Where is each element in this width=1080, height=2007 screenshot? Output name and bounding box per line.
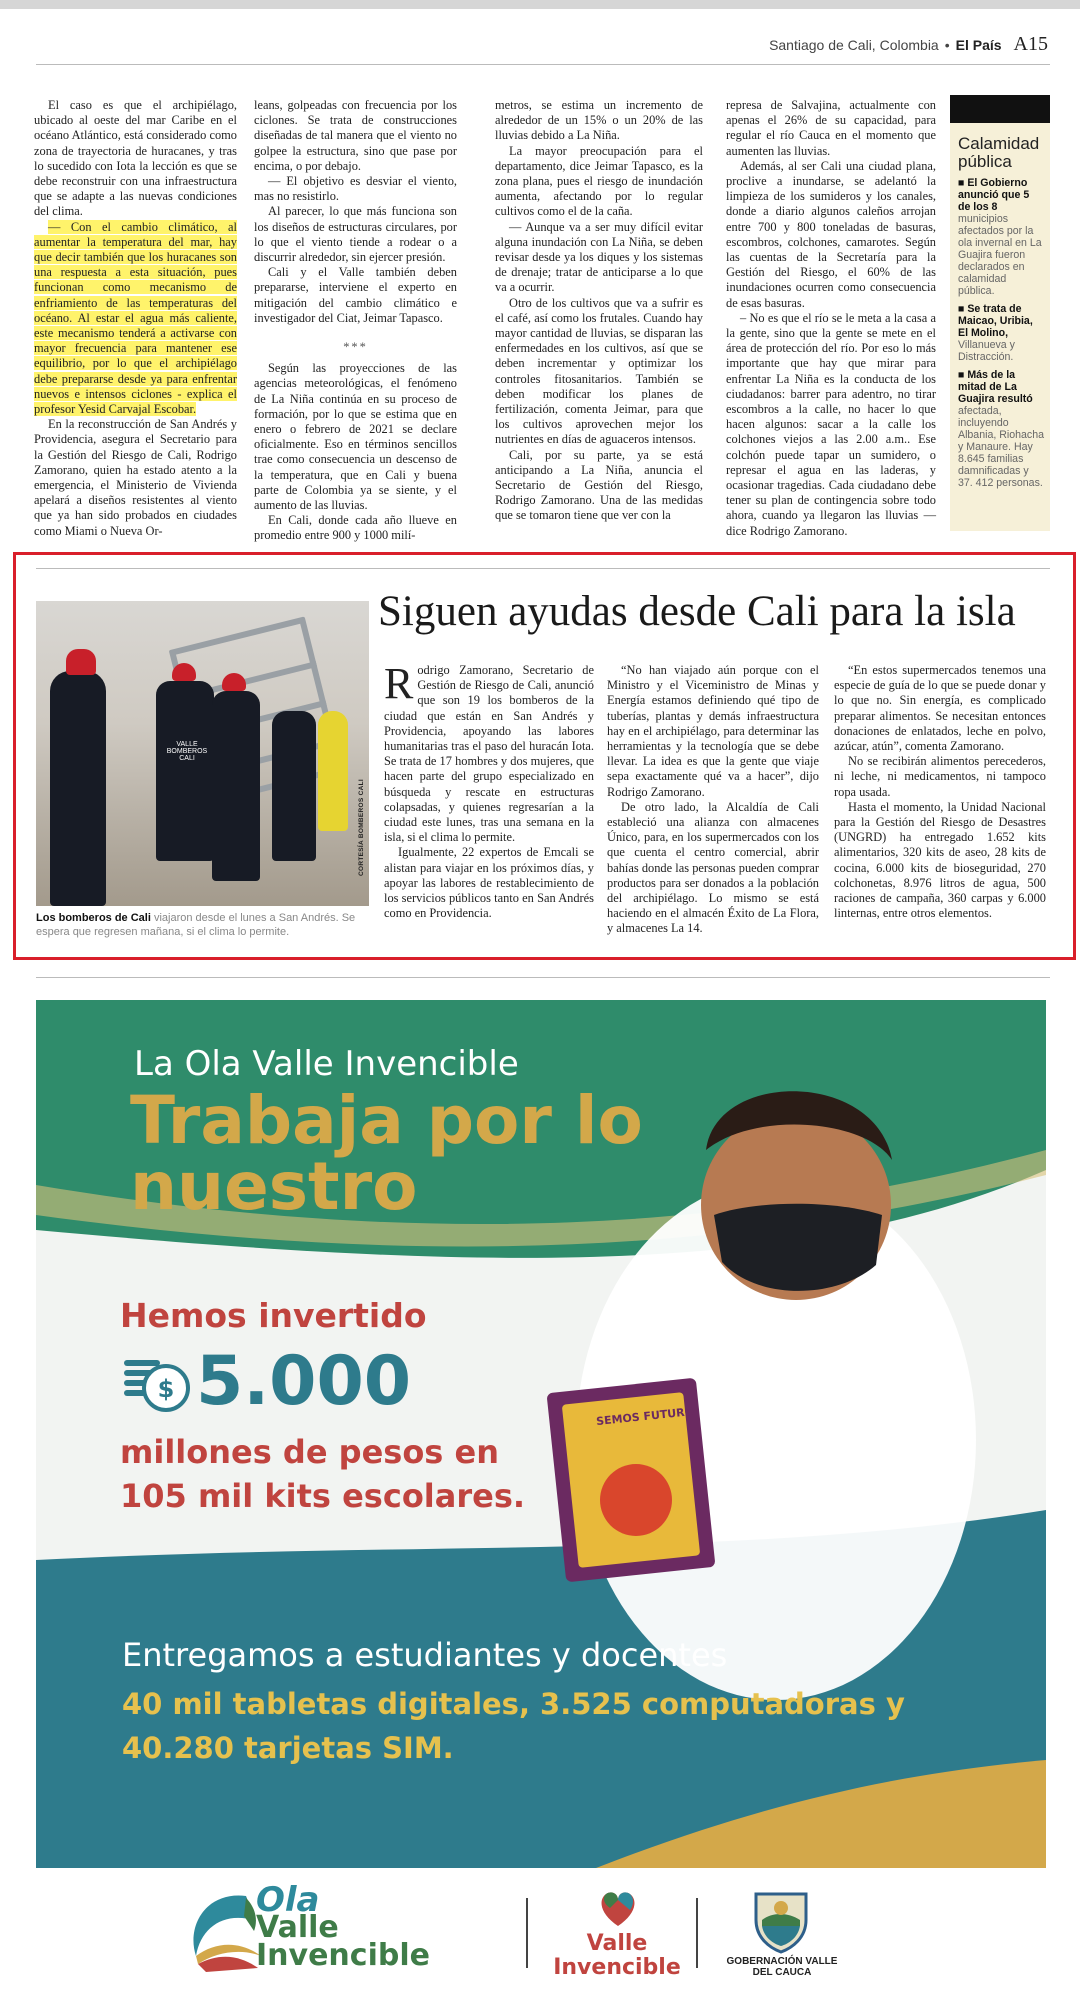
feature-headline: Siguen ayudas desde Cali para la isla — [378, 588, 1016, 635]
feature-column-2 — [607, 663, 819, 937]
ad-rule — [36, 977, 1050, 978]
photo-caption — [36, 911, 376, 939]
sidebar-item-bold: ■ Más de la mitad de La Guajira resultó — [958, 369, 1033, 405]
caption-text: viajaron desde el lunes a San Andrés. Se espera que regresen mañana, si el clima lo permite. — [36, 912, 356, 938]
paragraph: leans, golpeadas con frecuencia por los ciclones. Se trata de construcciones diseñadas de tal manera que el viento no golpee la estructura, sino que pase por encima, o por debajo. — [254, 98, 457, 173]
ad-deliver-label: Entregamos a estudiantes y docentes — [122, 1636, 728, 1674]
valle-invencible-logo: Valle Invencible — [553, 1931, 681, 1980]
sidebar-title: Calamidad pública — [958, 134, 1040, 171]
paragraph: Cali y el Valle también deben prepararse, interviene el experto en mitigación del cambio climático e investigador del Ciat, Jeimar Tapasco. — [254, 265, 457, 325]
drop-cap: R — [384, 659, 414, 708]
paragraph — [384, 659, 594, 845]
firefighter-figure — [50, 671, 106, 906]
book-title: SEMOS FUTURO — [595, 1404, 695, 1429]
page-header — [769, 33, 1048, 56]
highlighted-text: — Con el cambio climático, al aumentar la temperatura del mar, hay que decir también que los huracanes son una respuesta a esta situación, pues funcionan como mecanismo de enfriamiento de las temperaturas del océano. Al estar el agua más caliente, este mecanismo tenderá a activarse con mayor frecuencia para mantener ese equilibrio, por lo que el archipiélago debe prepararse desde ya para enfrentar nuevos e intensos ciclones - explica el profesor Yesid Carvajal Escobar. — [34, 219, 237, 417]
paragraph: represa de Salvajina, actualmente con apenas el 26% de su capacidad, para regular el río Cauca en el momento que aumenten las lluvias. — [726, 98, 936, 158]
ad-invest-label: Hemos invertido — [120, 1296, 427, 1335]
invencible-text: Invencible — [256, 1938, 430, 1973]
sidebar-item-text: municipios afectados por la ola invernal en La Guajira fueron declarados en calamidad pública. — [958, 213, 1042, 297]
logo-divider — [696, 1898, 698, 1968]
valle-text: Valle — [256, 1910, 339, 1945]
sidebar-item — [958, 177, 1044, 297]
article-column-1 — [34, 98, 237, 539]
paragraph: metros, se estima un incremento de alrededor de un 15% o un 20% de las lluvias debido a La Niña. — [495, 98, 703, 143]
sidebar-bar — [950, 95, 1050, 123]
paragraph: Además, al ser Cali una ciudad plana, proclive a inundarse, se adelantó la limpieza de los sumideros y los canales, donde a diario algunos caleños arrojan entre 700 y 800 toneladas de basuras, escombros, colchones, camarotes. Según las cuentas de la Secretaría para la Gestión del Riesgo, el 60% de las inundaciones ocurren como consecuencia de esas basuras. — [726, 158, 936, 310]
vest-text: VALLE BOMBEROS CALI — [166, 741, 208, 762]
sidebar-list — [950, 177, 1050, 489]
heart-logo-icon — [596, 1886, 640, 1930]
caption-bold: Los bomberos de Cali — [36, 912, 151, 924]
ola-valle-logo — [256, 1880, 430, 1973]
article-column-2 — [254, 98, 457, 544]
feature-column-1 — [384, 659, 594, 921]
paragraph: En la reconstrucción de San Andrés y Providencia, asegura el Secretario para la Gestión del Riesgo de Cali, Rodrigo Zamorano, quien ha estado atento a la emergencia, el Ministerio de Vivienda apelará a diseños resistentes al viento que ya han sido probados en ciudades como Miami o Nueva Or- — [34, 417, 237, 538]
sidebar-item-text: afectada, incluyendo Albania, Riohacha y Manaure. Hay 8.645 familias damnificadas y 37. 412 personas. — [958, 405, 1044, 489]
paragraph — [34, 220, 237, 418]
ad-slogan-line2: Trabaja por lo nuestro — [130, 1082, 643, 1225]
header-brand: El País — [955, 37, 1002, 53]
paragraph: Otro de los cultivos que va a sufrir es el café, así como los frutales. Cuando hay mayor cantidad de lluvias, se disparan las enfermedades en los cultivos, así que se deben incrementar y optimizar los controles fitosanitarios. También se deben modificar los planes de fertilización, comenta Jeimar, para que los cultivos aprovechen mejor los nutrientes en días de aguaceros intensos. — [495, 295, 703, 447]
advertisement — [36, 1000, 1046, 1868]
coat-of-arms-icon — [748, 1886, 814, 1954]
header-location: Santiago de Cali, Colombia — [769, 37, 939, 53]
safety-vest-figure — [318, 711, 348, 831]
paragraph: El caso es que el archipiélago, ubicado al oeste del mar Caribe en el océano Atlántico, está considerado como zona de trayectoria de huracanes, y tras lo sucedido con Iota la lección es que se debe reconstruir con una infraestructura que se adapte a las nuevas condiciones del clima. — [34, 98, 237, 219]
svg-text:$: $ — [157, 1375, 175, 1403]
sidebar-item — [958, 369, 1044, 489]
section-separator: *** — [343, 340, 368, 355]
paragraph: En Cali, donde cada año llueve en promedio entre 900 y 1000 milí- — [254, 513, 457, 543]
paragraph: — Aunque va a ser muy difícil evitar alguna inundación con La Niña, se deben revisar desde ya los diques y los sistemas de drenaje; tratar de anticiparse a lo que va a ocurrir. — [495, 219, 703, 295]
sidebar-item-text: Villanueva y Distracción. — [958, 339, 1015, 363]
highlighted-article — [13, 552, 1076, 960]
helmet-shape — [172, 663, 196, 681]
paragraph: – No es que el río se le meta a la casa a la gente, sino que la gente se mete en el área de protección del río. Por eso lo más importante que hay que mirar para enfrentar La Niña es la conducta de los ciudadanos: barrer para adentro, no tirar escombros a la calle, no hacer lo que hacen algunos: sacar a la calle los colchones viejos a las 2.00 a.m.. Ese colchón puede tapar un sumidero, o represar el agua en las laderas, y ocasionar tragedias. Cada ciudadano debe tener su plan de contingencia sobre todo ahora, cuando ya llegaron las lluvias — dice Rodrigo Zamorano. — [726, 310, 936, 538]
ad-amount: 5.000 — [196, 1342, 412, 1421]
sidebar-item-bold: ■ El Gobierno anunció que 5 de los 8 — [958, 177, 1030, 213]
helmet-shape — [222, 673, 246, 691]
ad-deliver-detail: 40 mil tabletas digitales, 3.525 computadoras y 40.280 tarjetas SIM. — [122, 1687, 905, 1765]
paragraph: Igualmente, 22 expertos de Emcali se alistan para viajar en los próximos días, y apoyar las labores de restablecimiento de los servicios públicos tanto en San Andrés como en Providencia. — [384, 845, 594, 921]
gobernacion-logo-text: GOBERNACIÓN VALLE DEL CAUCA — [726, 1956, 838, 1978]
ola-logo-icon — [186, 1886, 266, 1976]
header-rule — [36, 64, 1050, 65]
firefighters-photo — [36, 601, 369, 906]
page-number: A15 — [1013, 33, 1048, 55]
ad-slogan-line1: La Ola Valle Invencible — [134, 1044, 519, 1084]
firefighter-figure — [272, 711, 316, 861]
feature-column-3 — [834, 663, 1046, 921]
ad-footer-logos — [36, 1868, 1046, 1993]
paragraph-text: odrigo Zamorano, Secretario de Gestión de Riesgo de Cali, anunció que son 19 los bomberos de la ciudad que están en San Andrés y Providencia, apoyando las labores humanitarias tras el paso del huracán Iota. Se trata de 17 hombres y dos mujeres, que hacen parte del grupo especializado en búsqueda y rescate en estructuras colapsadas, y quienes regresarían a la ciudad este lunes, tras una semana en la isla, si el clima lo permite. — [384, 663, 594, 845]
paragraph: — El objetivo es desviar el viento, mas no resistirlo. — [254, 174, 457, 204]
firefighter-figure — [212, 691, 260, 881]
paragraph: De otro lado, la Alcaldía de Cali estableció una alianza con almacenes Único, para, en los supermercados con los que cuenta el centro comercial, abrir bahías donde las personas pueden comprar productos para ser donados a la población del archipiélago. Lo mismo se está haciendo en el almacén Éxito de La Flora, y almacenes La 14. — [607, 799, 819, 936]
firefighter-figure — [156, 681, 214, 861]
sidebar-item — [958, 303, 1044, 363]
sidebar-calamidad — [950, 95, 1050, 531]
paragraph: Hasta el momento, la Unidad Nacional para la Gestión del Riesgo de Desastres (UNGRD) ha entregado 1.652 kits alimentarios, 320 kits de aseo, 28 kits de cocina, 6.000 kits de bioseguridad, 270 colchonetas, 8.976 litros de agua, 500 raciones de campaña, 360 carpas y 6.000 linternas, entre otros elementos. — [834, 799, 1046, 921]
article-column-4 — [726, 98, 936, 539]
book-art-shape — [600, 1464, 672, 1536]
photo-credit: CORTESÍA BOMBEROS CALI — [358, 779, 365, 876]
coin-dollar-icon — [122, 1354, 192, 1414]
top-bar — [0, 0, 1080, 9]
ad-invest-detail: millones de pesos en 105 mil kits escolares. — [120, 1433, 526, 1515]
header-separator: • — [944, 37, 950, 53]
paragraph: Según las proyecciones de las agencias meteorológicas, el fenómeno de La Niña continúa en su proceso de formación, por lo que se estima que en enero o febrero de 2021 se declare oficialmente. Eso en términos sencillos trae como consecuencia un descenso de la temperatura, que en Cali y buena parte de Colombia ya se siente, y el aumento de las lluvias. — [254, 361, 457, 513]
sidebar-item-bold: ■ Se trata de Maicao, Uribia, El Molino, — [958, 303, 1033, 339]
paragraph: “En estos supermercados tenemos una especie de guía de lo que se puede donar y lo que no. Sin energía, es complicado preparar alimentos. Se necesitan entonces donaciones de enlatados, leche en polvo, azúcar, atún”, comenta Zamorano. — [834, 663, 1046, 754]
ola-text: Ola — [256, 1880, 320, 1920]
helmet-shape — [66, 649, 96, 675]
logo-divider — [526, 1898, 528, 1968]
paragraph: No se recibirán alimentos perecederos, ni leche, ni medicamentos, ni tampoco ropa usada. — [834, 754, 1046, 799]
paragraph: “No han viajado aún porque con el Ministro y el Viceministro de Minas y Energía estamos definiendo qué tipo de tuberías, plantas y demás infraestructura hay en el archipiélago, para determinar las herramientas y la tecnología que se debe llevar. La idea es que la gente que viaje sepa exactamente qué va a hacer”, dijo Rodrigo Zamorano. — [607, 663, 819, 799]
paragraph: Al parecer, lo que más funciona son los diseños de estructuras circulares, por lo que el viento tiende a rodear o a discurrir alrededor, sin ejercer presión. — [254, 204, 457, 265]
paragraph: La mayor preocupación para el departamento, dice Jeimar Tapasco, es la zona plana, pues el riesgo de inundación aumenta, afectando por lo regular cultivos como el de la caña. — [495, 143, 703, 219]
paragraph: Cali, por su parte, ya se está anticipando a La Niña, anuncia el Secretario de Gestión del Riesgo, Rodrigo Zamorano. Una de las medidas que se tomaron tiene que ver con la — [495, 447, 703, 523]
article-column-3 — [495, 98, 703, 524]
